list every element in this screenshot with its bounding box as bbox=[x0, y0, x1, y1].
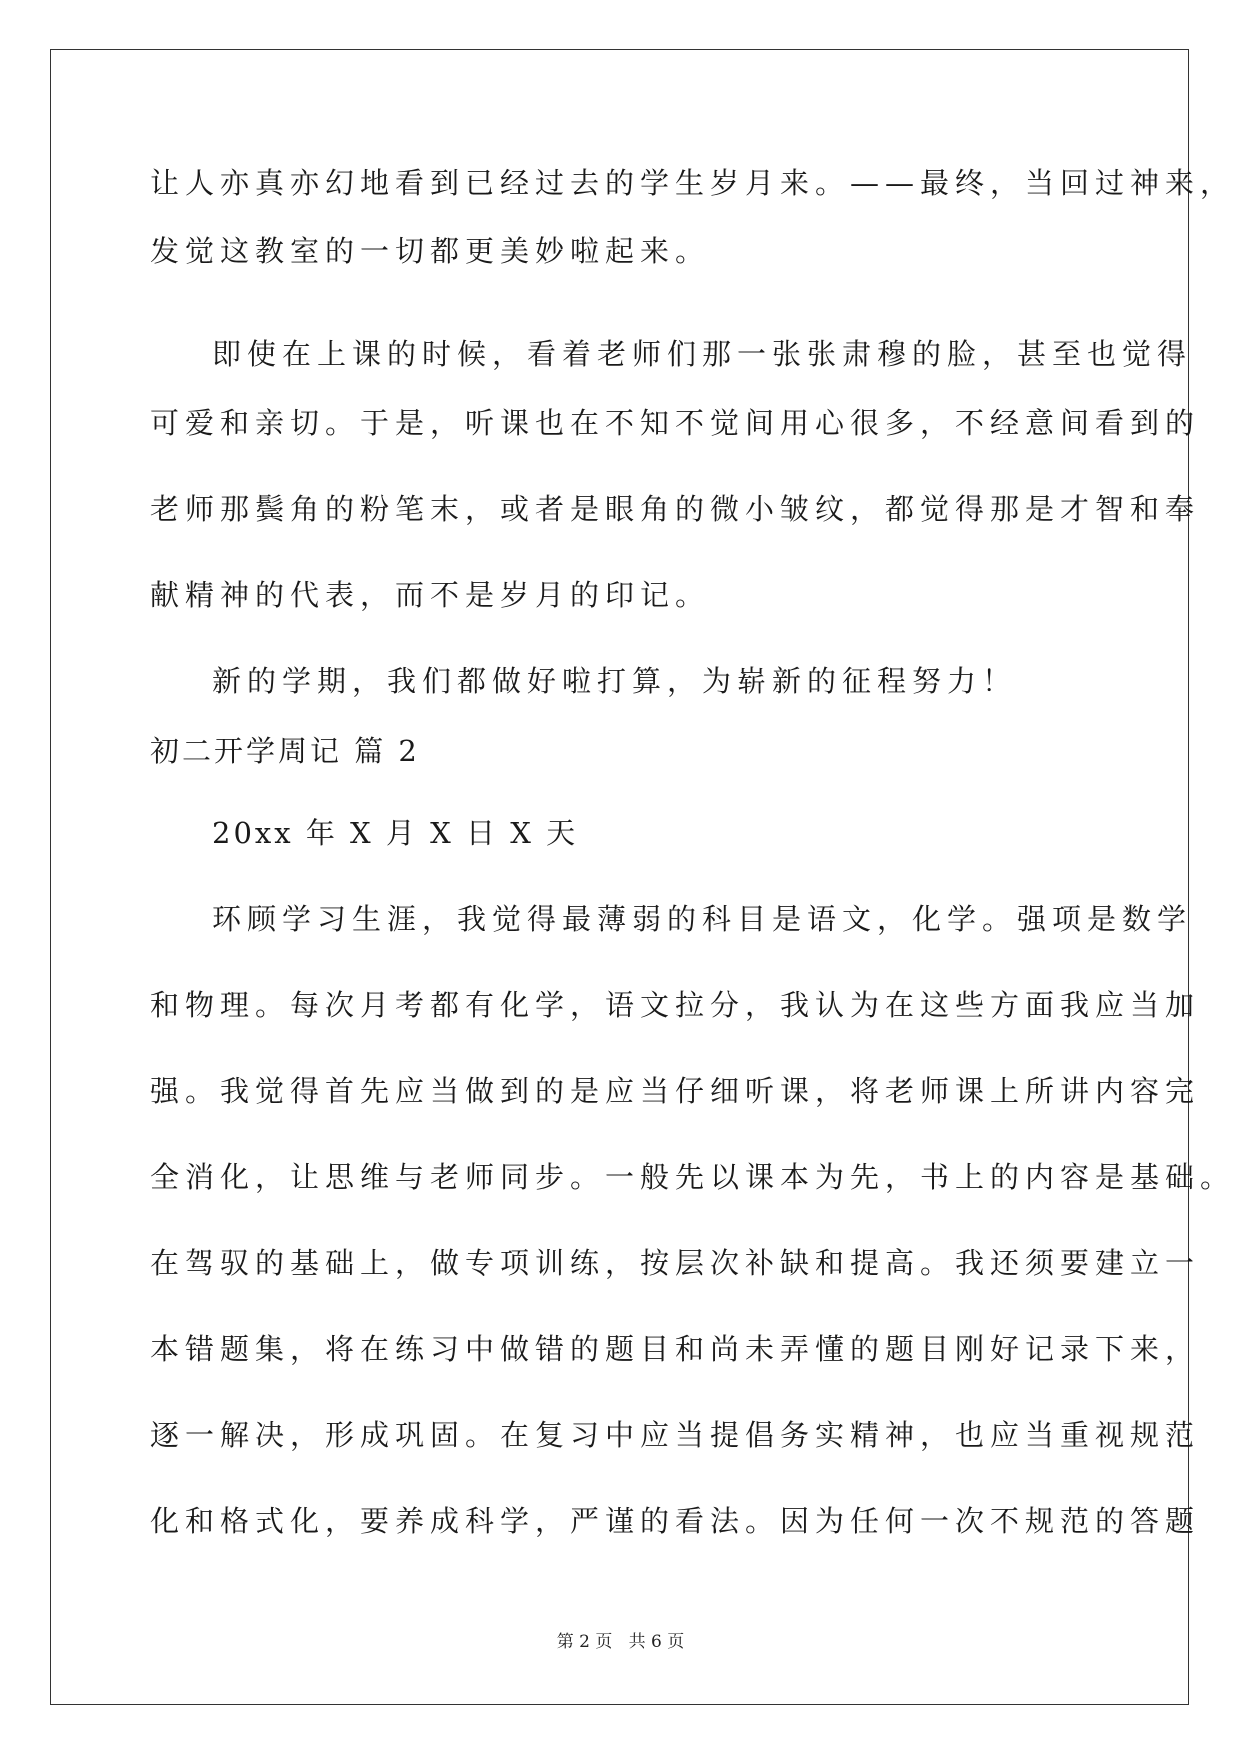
text-line: 强。我觉得首先应当做到的是应当仔细听课，将老师课上所讲内容完 bbox=[150, 1074, 1201, 1108]
text-line: 和物理。每次月考都有化学，语文拉分，我认为在这些方面我应当加 bbox=[150, 988, 1201, 1022]
date-line: 20xx 年 X 月 X 日 X 天 bbox=[212, 816, 579, 850]
text-line: 本错题集，将在练习中做错的题目和尚未弄懂的题目刚好记录下来， bbox=[150, 1332, 1201, 1366]
text-line: 即使在上课的时候，看着老师们那一张张肃穆的脸，甚至也觉得 bbox=[212, 337, 1193, 371]
text-line: 逐一解决，形成巩固。在复习中应当提倡务实精神，也应当重视规范 bbox=[150, 1418, 1201, 1452]
text-line: 可爱和亲切。于是，听课也在不知不觉间用心很多，不经意间看到的 bbox=[150, 406, 1201, 440]
page-border bbox=[50, 49, 1189, 1705]
text-line: 化和格式化，要养成科学，严谨的看法。因为任何一次不规范的答题 bbox=[150, 1504, 1201, 1538]
text-line: 老师那鬓角的粉笔末，或者是眼角的微小皱纹，都觉得那是才智和奉 bbox=[150, 492, 1201, 526]
text-line: 全消化，让思维与老师同步。一般先以课本为先，书上的内容是基础。 bbox=[150, 1160, 1236, 1194]
text-line: 让人亦真亦幻地看到已经过去的学生岁月来。——最终，当回过神来， bbox=[150, 166, 1236, 200]
page-footer: 第 2 页 共 6 页 bbox=[556, 1632, 685, 1652]
section-heading: 初二开学周记 篇 2 bbox=[150, 734, 420, 768]
text-line: 环顾学习生涯，我觉得最薄弱的科目是语文，化学。强项是数学 bbox=[212, 902, 1193, 936]
text-line: 在驾驭的基础上，做专项训练，按层次补缺和提高。我还须要建立一 bbox=[150, 1246, 1201, 1280]
text-line: 发觉这教室的一切都更美妙啦起来。 bbox=[150, 234, 711, 268]
text-line: 献精神的代表，而不是岁月的印记。 bbox=[150, 578, 711, 612]
text-line: 新的学期，我们都做好啦打算，为崭新的征程努力！ bbox=[212, 664, 1018, 698]
